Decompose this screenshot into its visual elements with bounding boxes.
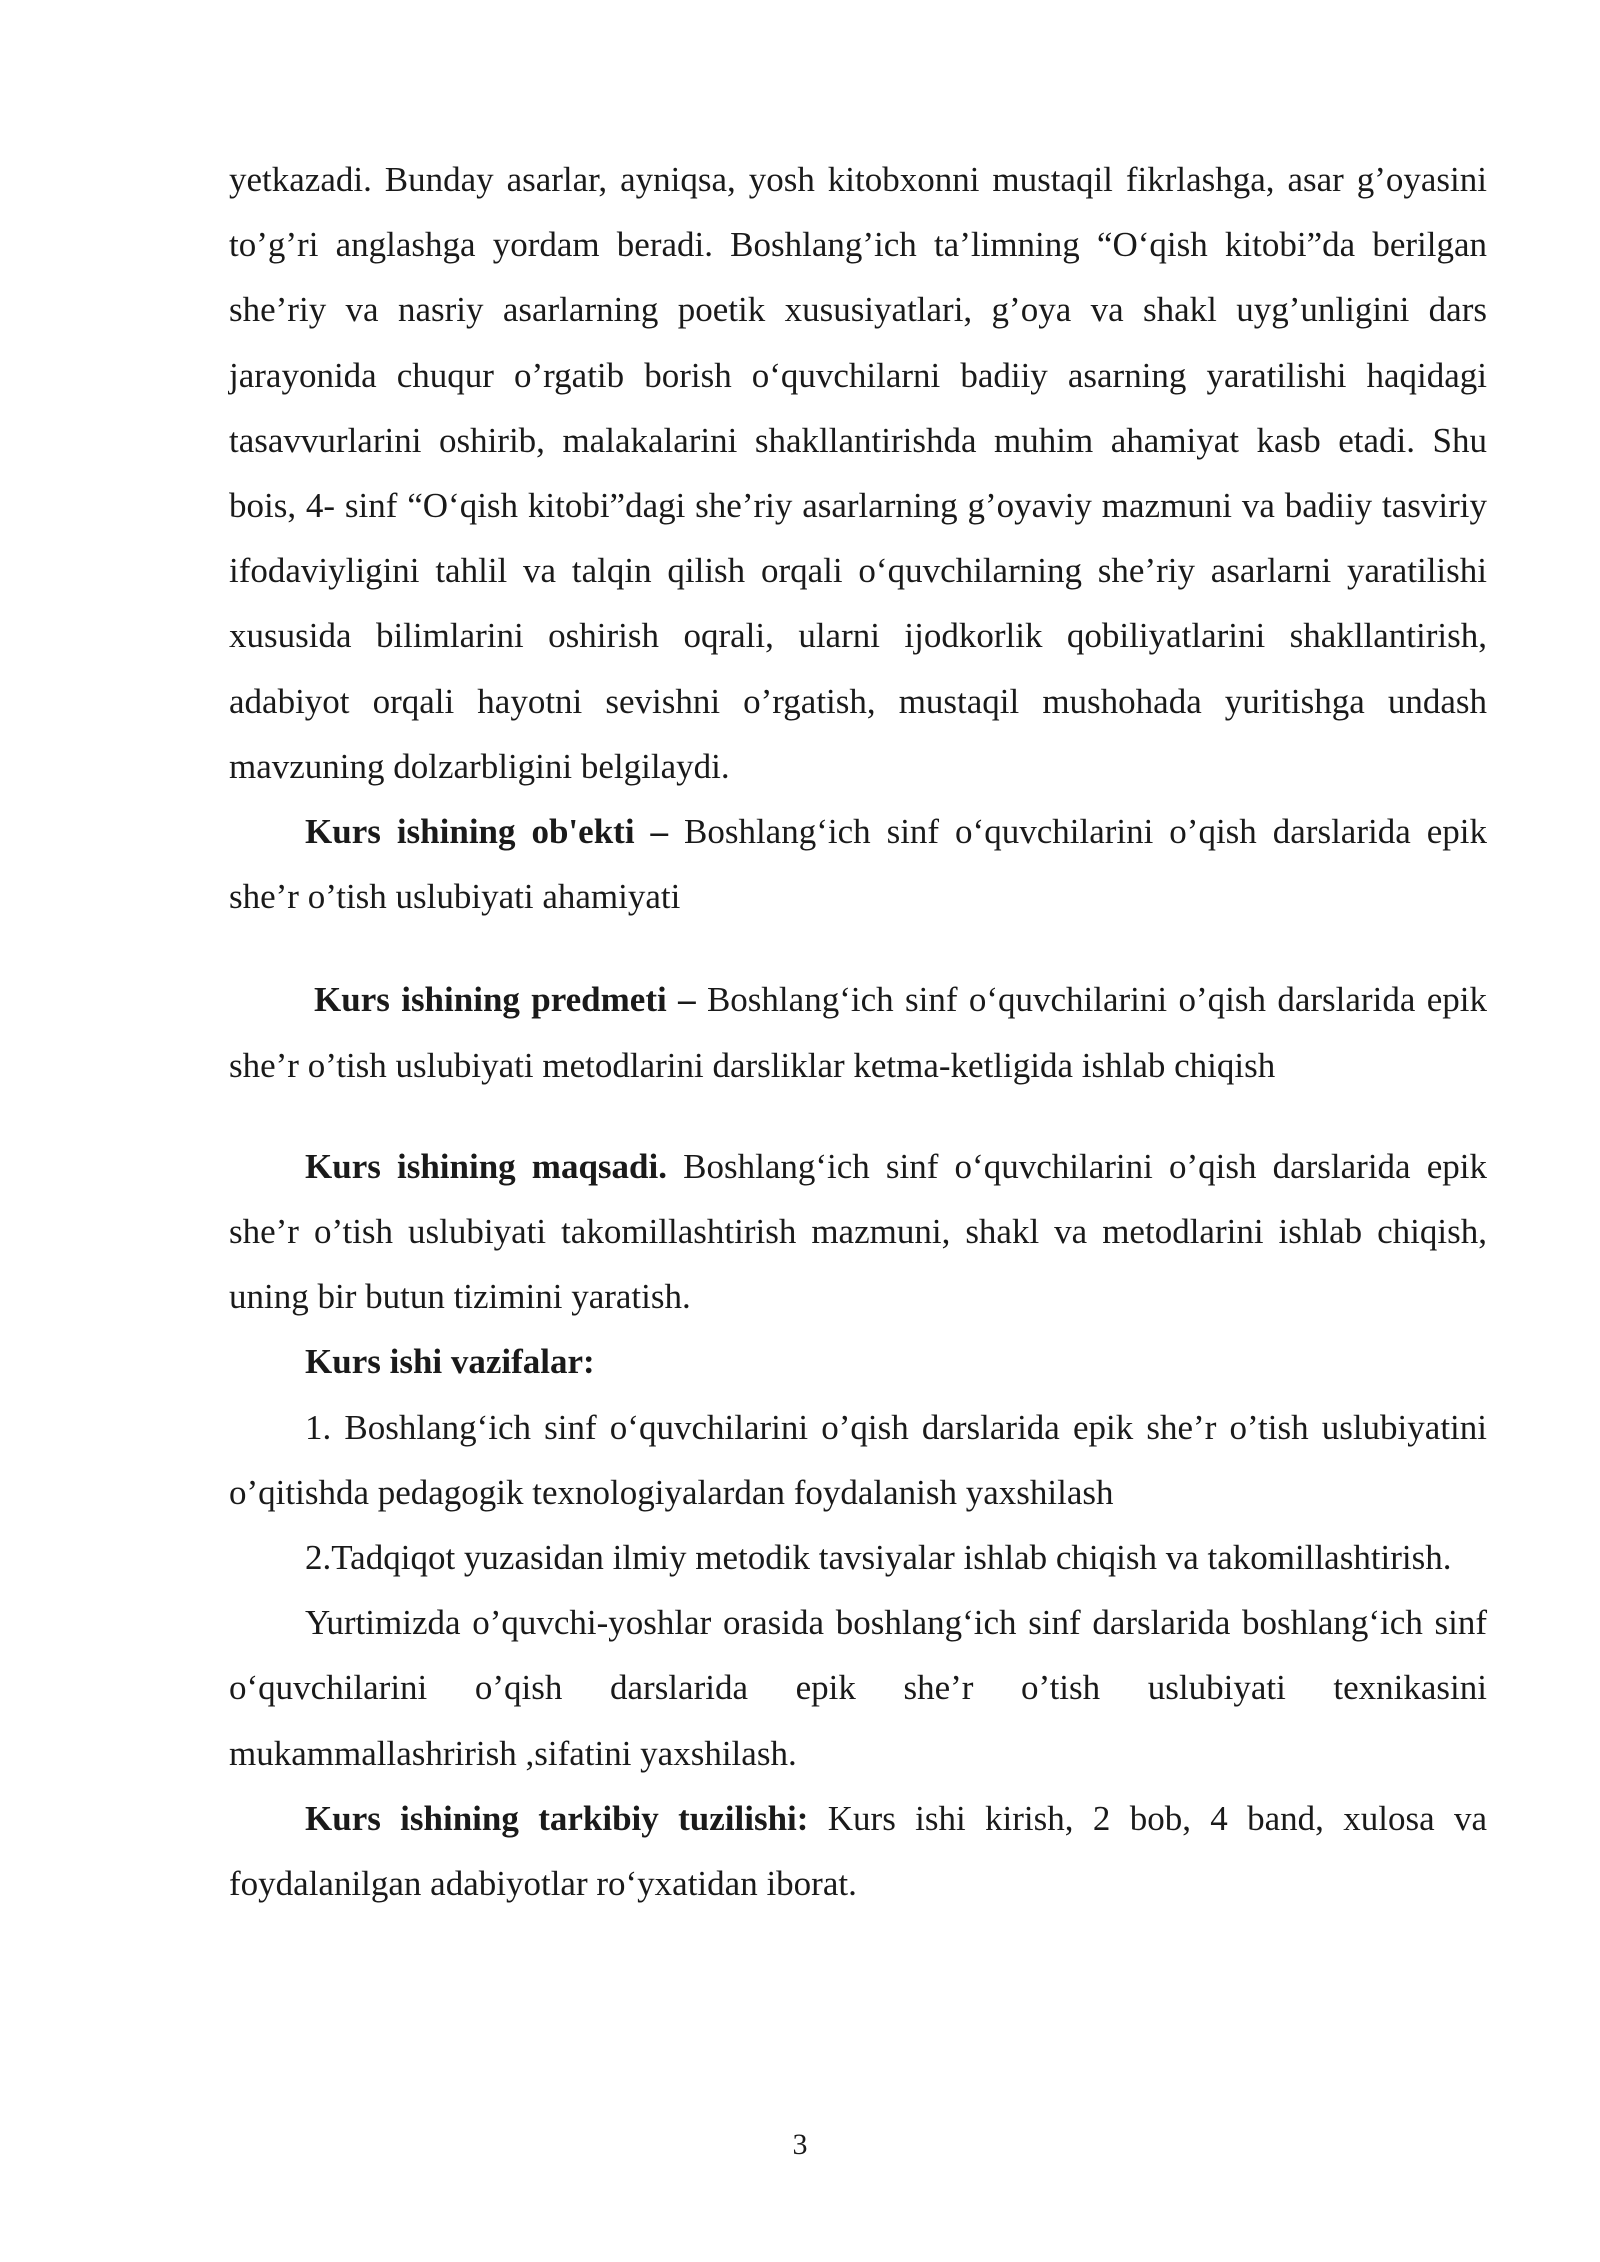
tasks-heading-label: Kurs ishi vazifalar: bbox=[305, 1342, 595, 1382]
structure-paragraph bbox=[229, 1786, 1487, 1916]
country-paragraph: Yurtimizda o’quvchi-yoshlar orasida boshlang‘ich sinf darslarida boshlang‘ich sinf o‘quvchilarini o’qish darslarida epik she’r o’tish uslubiyati texnikasini mukammallashrirish ,sifatini yaxshilash. bbox=[229, 1603, 1487, 1773]
structure-label: Kurs ishining tarkibiy tuzilishi: bbox=[305, 1798, 809, 1838]
object-paragraph bbox=[229, 799, 1487, 929]
subject-text: Boshlang‘ich sinf o‘quvchilarini o’qish darslarida epik she’r o’tish uslubiyati metodlarini darsliklar ketma-ketligida ishlab chiqish bbox=[229, 980, 1487, 1085]
subject-label: Kurs ishining predmeti – bbox=[314, 980, 696, 1020]
task-2-paragraph: 2.Tadqiqot yuzasidan ilmiy metodik tavsiyalar ishlab chiqish va takomillashtirish. bbox=[305, 1538, 1452, 1578]
subject-paragraph bbox=[229, 967, 1487, 1097]
object-label: Kurs ishining ob'ekti – bbox=[305, 812, 669, 852]
goal-text: Boshlang‘ich sinf o‘quvchilarini o’qish darslarida epik she’r o’tish uslubiyati takomillashtirish mazmuni, shakl va metodlarini ishlab chiqish, uning bir butun tizimini yaratish. bbox=[229, 1146, 1487, 1317]
goal-label: Kurs ishining maqsadi. bbox=[305, 1146, 667, 1186]
structure-text: Kurs ishi kirish, 2 bob, 4 band, xulosa va foydalanilgan adabiyotlar ro‘yxatidan iborat. bbox=[229, 1798, 1488, 1904]
task-1-paragraph: 1. Boshlang‘ich sinf o‘quvchilarini o’qish darslarida epik she’r o’tish uslubiyatini o’qitishda pedagogik texnologiyalardan foydalanish yaxshilash bbox=[229, 1407, 1487, 1512]
object-text: Boshlang‘ich sinf o‘quvchilarini o’qish darslarida epik she’r o’tish uslubiyati ahamiyati bbox=[229, 812, 1487, 917]
goal-paragraph bbox=[229, 1134, 1487, 1330]
body-text bbox=[229, 147, 1487, 1916]
tasks-heading bbox=[229, 1329, 1487, 1394]
page-number: 3 bbox=[792, 2128, 808, 2161]
intro-paragraph: yetkazadi. Bunday asarlar, ayniqsa, yosh kitobxonni mustaqil fikrlashga, asar g’oyasini to’g’ri anglashga yordam beradi. Boshlang’ich ta’limning “O‘qish kitobi”da berilgan she’riy va nasriy asarlarning poetik xususiyatlari, g’oya va shakl uyg’unligini dars jarayonida chuqur o’rgatib borish o‘quvchilarni badiiy asarning yaratilishi haqidagi tasavvurlarini oshirib, malakalarini shakllantirishda muhim ahamiyat kasb etadi. Shu bois, 4- sinf “O‘qish kitobi”dagi she’riy asarlarning g’oyaviy mazmuni va badiiy tasviriy ifodaviyligini tahlil va talqin qilish orqali o‘quvchilarning she’riy asarlarni yaratilishi xususida bilimlarini oshirish oqrali, ularni ijodkorlik qobiliyatlarini shakllantirish, adabiyot orqali hayotni sevishni o’rgatish, mustaqil mushohada yuritishga undash mavzuning dolzarbligini belgilaydi. bbox=[229, 160, 1487, 786]
